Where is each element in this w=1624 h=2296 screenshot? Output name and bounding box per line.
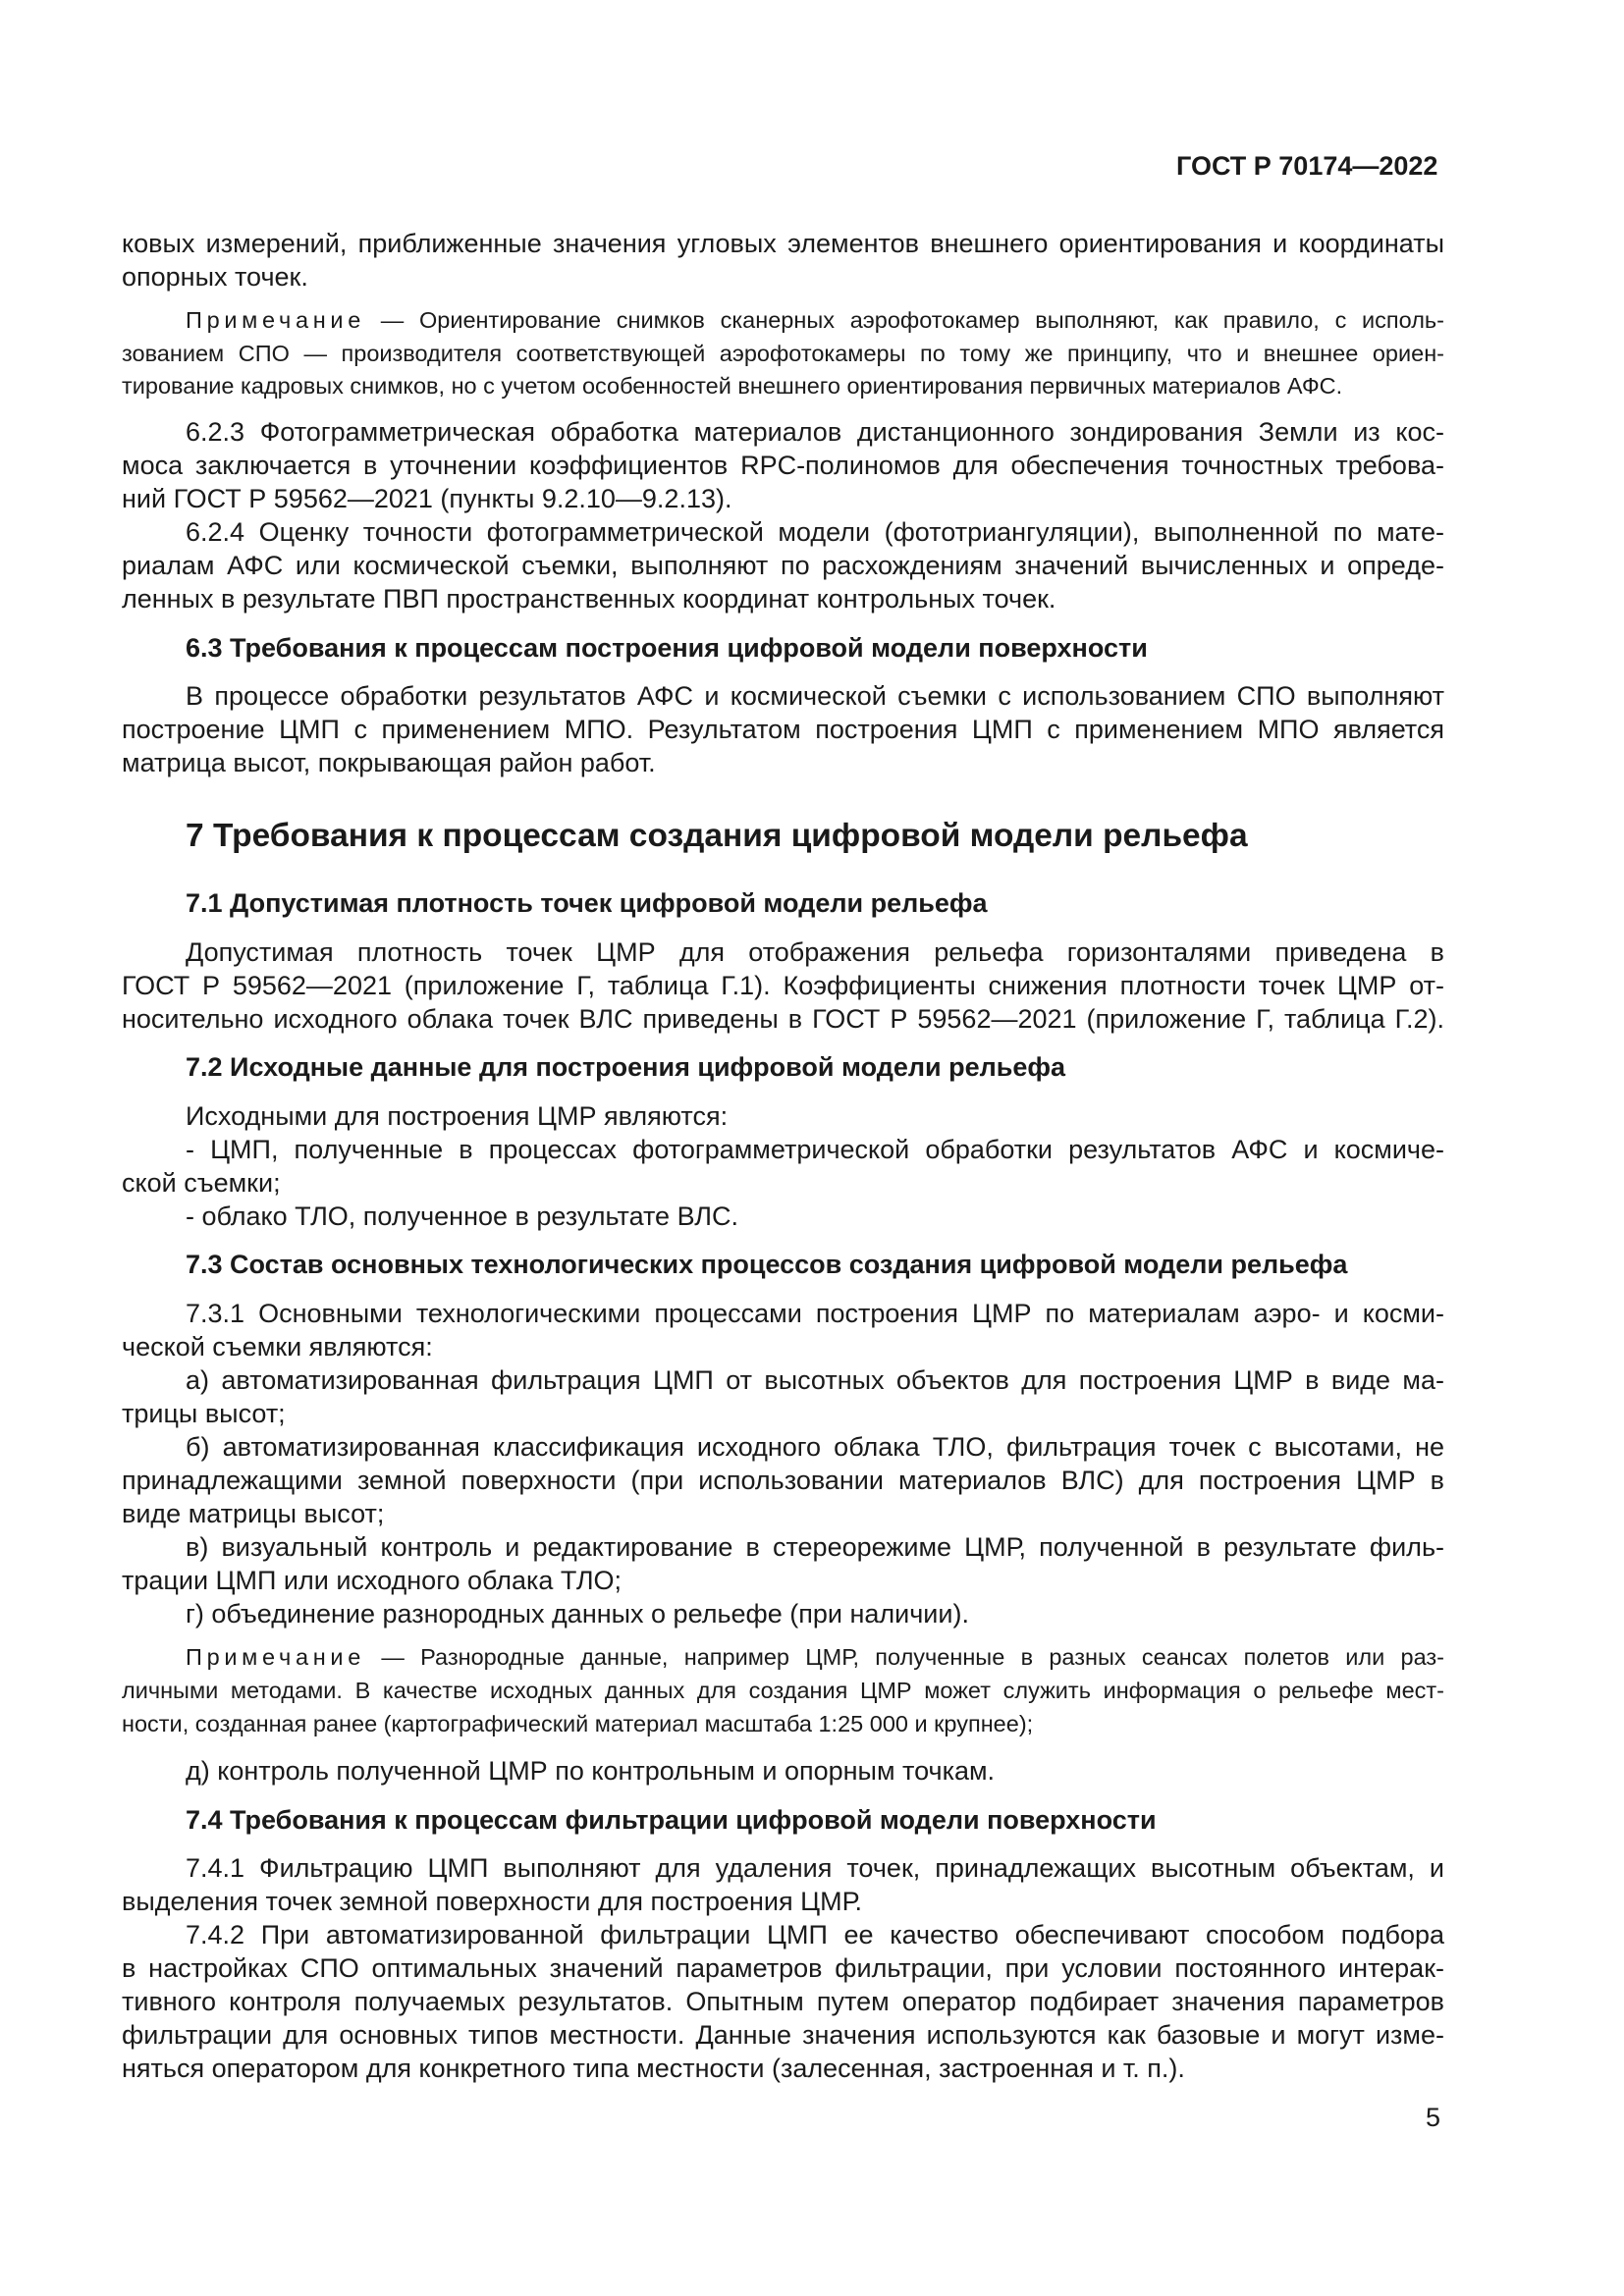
text-line: трации ЦМП или исходного облака ТЛО; (122, 1566, 623, 1595)
note-text: — Разнородные данные, например ЦМР, полученные в разных сеансах полетов или раз- (365, 1644, 1444, 1670)
text-line: выделения точек земной поверхности для построения ЦМР. (122, 1887, 863, 1916)
text-line: риалам АФС или космической съемки, выполняют по расхождениям значений вычисленных и опреде- (122, 551, 1444, 580)
section-heading-7-4: 7.4 Требования к процессам фильтрации цифровой модели поверхности (186, 1805, 1157, 1835)
section-heading-7-1: 7.1 Допустимая плотность точек цифровой модели рельефа (186, 888, 988, 918)
list-item: д) контроль полученной ЦМР по контрольным и опорным точкам. (186, 1756, 996, 1786)
text-line: виде матрицы высот; (122, 1499, 385, 1528)
note-label: Примечание (186, 1644, 366, 1670)
text-line: Допустимая плотность точек ЦМР для отображения рельефа горизонталями приведена в (186, 937, 1444, 967)
text-line: построение ЦМП с применением МПО. Результатом построения ЦМП с применением МПО является (122, 715, 1444, 744)
text-line: матрица высот, покрывающая район работ. (122, 748, 656, 777)
text-line: ческой съемки являются: (122, 1332, 433, 1362)
text-line: ленных в результате ПВП пространственных координат контрольных точек. (122, 584, 1056, 614)
list-item: а) автоматизированная фильтрация ЦМП от высотных объектов для построения ЦМР в виде ма- (186, 1365, 1444, 1395)
note-label: Примечание (186, 307, 366, 333)
text-line: Исходными для построения ЦМР являются: (186, 1101, 729, 1131)
page-number: 5 (1426, 2103, 1441, 2132)
note-line: зованием СПО — производителя соответствующей аэрофотокамеры по тому же принципу, что и внешнее ориен- (122, 341, 1444, 366)
list-item: в) визуальный контроль и редактирование в стереорежиме ЦМР, полученной в результате филь- (186, 1532, 1444, 1562)
text-line: ской съемки; (122, 1168, 281, 1198)
text-line: 6.2.4 Оценку точности фотограмметрической модели (фототриангуляции), выполненной по мате- (186, 517, 1444, 547)
text-line: ковых измерений, приближенные значения угловых элементов внешнего ориентирования и координаты (122, 229, 1444, 258)
text-line: ний ГОСТ Р 59562—2021 (пункты 9.2.10—9.2.13). (122, 484, 732, 513)
note-line: тирование кадровых снимков, но с учетом особенностей внешнего ориентирования первичных материалов АФС. (122, 373, 1343, 399)
note-line (186, 305, 1444, 335)
list-item: - ЦМП, полученные в процессах фотограмметрической обработки результатов АФС и космиче- (186, 1135, 1444, 1164)
page-header-standard: ГОСТ Р 70174—2022 (1176, 151, 1438, 181)
text-line: моса заключается в уточнении коэффициентов RPC-полиномов для обеспечения точностных требова- (122, 451, 1444, 480)
section-heading-7-2: 7.2 Исходные данные для построения цифровой модели рельефа (186, 1052, 1066, 1082)
note-line: личными методами. В качестве исходных данных для создания ЦМР может служить информация о рельефе мест- (122, 1678, 1444, 1703)
section-heading-6-3: 6.3 Требования к процессам построения цифровой модели поверхности (186, 633, 1148, 663)
text-line: В процессе обработки результатов АФС и космической съемки с использованием СПО выполняют (186, 681, 1444, 711)
text-line: 7.4.1 Фильтрацию ЦМП выполняют для удаления точек, принадлежащих высотным объектам, и (186, 1853, 1444, 1883)
text-line: няться оператором для конкретного типа местности (залесенная, застроенная и т. п.). (122, 2054, 1185, 2083)
list-item: г) объединение разнородных данных о рельефе (при наличии). (186, 1599, 969, 1629)
list-item: - облако ТЛО, полученное в результате ВЛС. (186, 1201, 738, 1231)
text-line: 7.3.1 Основными технологическими процессами построения ЦМР по материалам аэро- и косми- (186, 1299, 1444, 1328)
text-line: 6.2.3 Фотограмметрическая обработка материалов дистанционного зондирования Земли из кос- (186, 417, 1444, 447)
list-item: б) автоматизированная классификация исходного облака ТЛО, фильтрация точек с высотами, не (186, 1432, 1444, 1462)
text-line: ГОСТ Р 59562—2021 (приложение Г, таблица Г.1). Коэффициенты снижения плотности точек ЦМР от- (122, 971, 1444, 1000)
text-line: носительно исходного облака точек ВЛС приведены в ГОСТ Р 59562—2021 (приложение Г, таблица Г.2). (122, 1004, 1444, 1034)
note-line (186, 1642, 1444, 1672)
note-line: ности, созданная ранее (картографический материал масштаба 1:25 000 и крупнее); (122, 1711, 1034, 1736)
text-line: 7.4.2 При автоматизированной фильтрации ЦМП ее качество обеспечивают способом подбора (186, 1920, 1444, 1949)
text-line: принадлежащими земной поверхности (при использовании материалов ВЛС) для построения ЦМР в (122, 1466, 1444, 1495)
text-line: фильтрации для основных типов местности. Данные значения используются как базовые и могут изме- (122, 2020, 1444, 2050)
text-line: тивного контроля получаемых результатов. Опытным путем оператор подбирает значения параметров (122, 1987, 1444, 2016)
text-line: опорных точек. (122, 262, 308, 292)
note-text: — Ориентирование снимков сканерных аэрофотокамер выполняют, как правило, с исполь- (365, 307, 1444, 333)
text-line: в настройках СПО оптимальных значений параметров фильтрации, при условии постоянного интерак- (122, 1953, 1444, 1983)
text-line: трицы высот; (122, 1399, 286, 1428)
section-heading-7-3: 7.3 Состав основных технологических процессов создания цифровой модели рельефа (186, 1250, 1348, 1279)
chapter-heading-7: 7 Требования к процессам создания цифровой модели рельефа (186, 818, 1248, 854)
